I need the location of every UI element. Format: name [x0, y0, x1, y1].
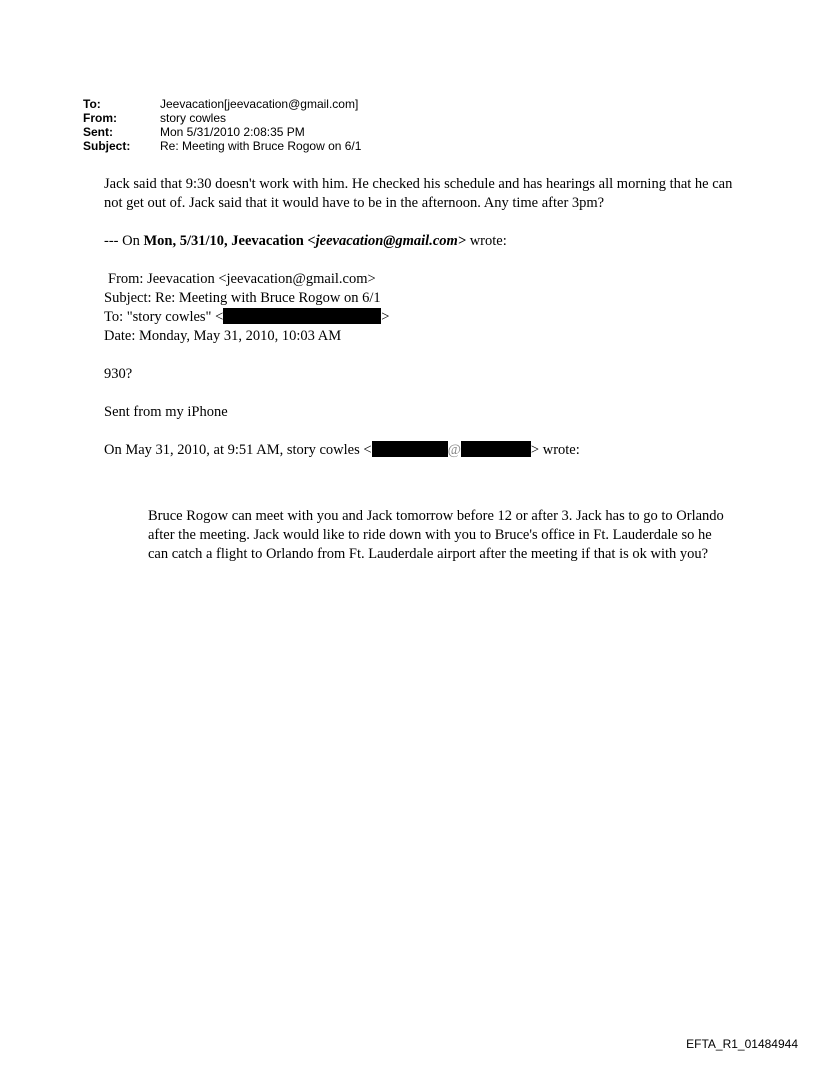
sent-value: Mon 5/31/2010 2:08:35 PM: [160, 125, 305, 139]
quote-intro: [104, 232, 744, 251]
sent-label: Sent:: [83, 125, 113, 139]
quoted-on-suffix: > wrote:: [530, 442, 580, 458]
header-from-row: [83, 111, 361, 125]
message-body: Jack said that 9:30 doesn't work with him. He checked his schedule and has hearings all morning that he can not get out of. Jack said that it would have to be in the afternoon. Any time after 3pm?: [104, 176, 733, 211]
quoted-signature: Sent from my iPhone: [104, 404, 228, 420]
from-value: story cowles: [160, 111, 227, 125]
quote-intro-bold: Mon, 5/31/10, Jeevacation: [143, 233, 308, 249]
quoted-on-line: [104, 441, 744, 460]
to-value: Jeevacation[jeevacation@gmail.com]: [160, 97, 359, 111]
to-label: To:: [83, 97, 101, 111]
email-header: [83, 97, 361, 153]
quoted-on-at: @: [447, 442, 461, 458]
subject-value: Re: Meeting with Bruce Rogow on 6/1: [160, 139, 362, 153]
header-sent-row: [83, 125, 361, 139]
quoted-to-prefix: To: "story cowles" <: [104, 309, 224, 325]
nested-quote: [148, 507, 728, 564]
quoted-date-line: Date: Monday, May 31, 2010, 10:03 AM: [104, 328, 342, 344]
subject-label: Subject:: [83, 139, 131, 153]
quoted-to-suffix: >: [381, 309, 390, 325]
from-label: From:: [83, 111, 117, 125]
quoted-subject-line: Subject: Re: Meeting with Bruce Rogow on 6/1: [104, 290, 381, 306]
redaction-box: [372, 441, 448, 457]
document-id: EFTA_R1_01484944: [686, 1037, 798, 1051]
quoted-from-line: From: Jeevacation <jeevacation@gmail.com>: [108, 271, 376, 287]
quoted-on-prefix: On May 31, 2010, at 9:51 AM, story cowles <: [104, 442, 372, 458]
nested-body: Bruce Rogow can meet with you and Jack tomorrow before 12 or after 3. Jack has to go to Orlando after the meeting. Jack would like to ride down with you to Bruce's office in Ft. Lauderdale so he can catch a flight to Orlando from Ft. Lauderdale airport after the meeting if that is ok with you?: [148, 508, 724, 562]
quoted-to-line: [104, 308, 744, 327]
email-body: [104, 175, 744, 460]
quoted-reply: 930?: [104, 366, 133, 382]
header-subject-row: [83, 139, 361, 153]
header-to-row: [83, 97, 361, 111]
redaction-box: [461, 441, 531, 457]
quote-intro-pre: --- On: [104, 233, 144, 249]
quote-intro-email: <jeevacation@gmail.com>: [307, 233, 467, 249]
redaction-box: [223, 308, 381, 324]
quote-intro-post: wrote:: [466, 233, 507, 249]
